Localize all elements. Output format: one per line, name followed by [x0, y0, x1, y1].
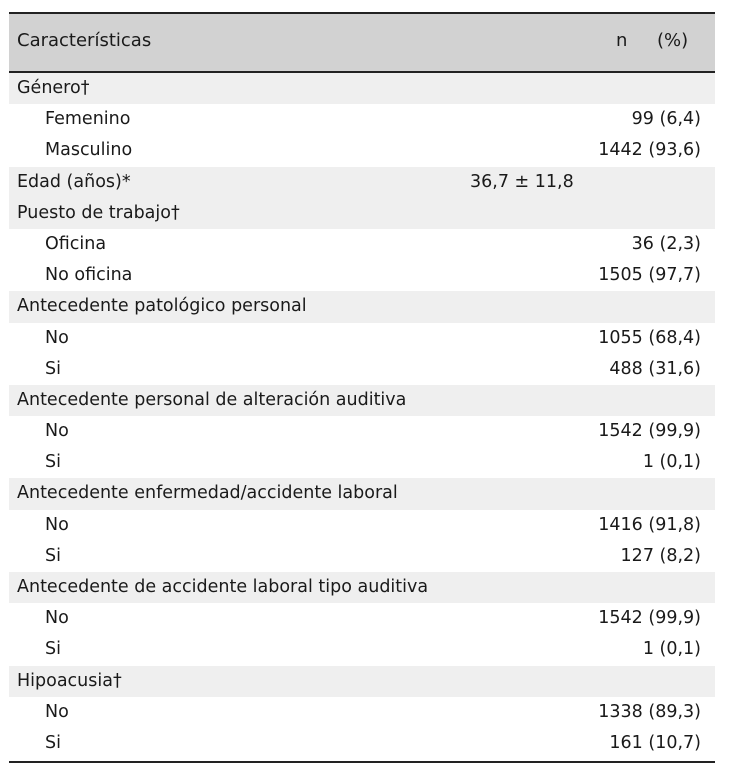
table-group-row — [9, 73, 715, 104]
row-label: Si — [45, 452, 61, 473]
table-group-row — [9, 385, 715, 416]
header-characteristics: Características — [17, 30, 152, 51]
table-row — [9, 416, 715, 447]
row-label: Antecedente personal de alteración auditiva — [17, 389, 407, 410]
row-value: 1442 (93,6) — [598, 140, 701, 161]
row-value: 1542 (99,9) — [598, 608, 701, 629]
row-value: 161 (10,7) — [609, 732, 701, 753]
header-n: n — [616, 30, 628, 51]
table-group-row — [9, 198, 715, 229]
row-label: No oficina — [45, 265, 133, 286]
header-percent: (%) — [657, 30, 689, 51]
table-row — [9, 104, 715, 135]
table-group-row — [9, 478, 715, 509]
row-value: 36 (2,3) — [631, 233, 701, 254]
table-group-row — [9, 572, 715, 603]
table-row — [9, 510, 715, 541]
table-row — [9, 135, 715, 166]
table-bottom-rule — [9, 761, 715, 763]
row-value: 99 (6,4) — [631, 109, 701, 130]
row-label: Oficina — [45, 233, 107, 254]
row-label: Hipoacusia† — [17, 670, 122, 691]
row-label: Masculino — [45, 140, 133, 161]
table-group-row — [9, 167, 715, 198]
row-label: No — [45, 514, 69, 535]
table-row — [9, 447, 715, 478]
row-label: Si — [45, 639, 61, 660]
row-value: 127 (8,2) — [620, 545, 701, 566]
row-label: No — [45, 327, 69, 348]
table-row — [9, 229, 715, 260]
row-label: Género† — [17, 78, 90, 98]
table-row — [9, 728, 715, 759]
row-value: 1055 (68,4) — [598, 327, 701, 348]
table-row — [9, 634, 715, 665]
row-label: Edad (años)* — [17, 171, 131, 192]
table-row — [9, 697, 715, 728]
row-value: 1 (0,1) — [642, 452, 701, 473]
row-value: 1416 (91,8) — [598, 514, 701, 535]
table-row — [9, 541, 715, 572]
row-label: No — [45, 701, 69, 722]
table-row — [9, 260, 715, 291]
row-mean-value: 36,7 ± 11,8 — [470, 171, 574, 192]
row-label: Antecedente enfermedad/accidente laboral — [17, 483, 398, 504]
row-label: No — [45, 421, 69, 442]
row-value: 1505 (97,7) — [598, 265, 701, 286]
row-value: 1 (0,1) — [642, 639, 701, 660]
table-row — [9, 323, 715, 354]
table-row — [9, 354, 715, 385]
row-label: No — [45, 608, 69, 629]
table-row — [9, 603, 715, 634]
row-label: Antecedente de accidente laboral tipo auditiva — [17, 577, 429, 597]
table-group-row — [9, 291, 715, 322]
row-label: Si — [45, 358, 61, 379]
table-body — [9, 73, 715, 759]
row-label: Femenino — [45, 109, 131, 130]
row-label: Puesto de trabajo† — [17, 202, 180, 223]
table-group-row — [9, 666, 715, 697]
row-label: Si — [45, 732, 61, 753]
row-value: 488 (31,6) — [609, 358, 701, 379]
table-header — [9, 14, 715, 73]
row-value: 1338 (89,3) — [598, 701, 701, 722]
row-label: Antecedente patológico personal — [17, 296, 307, 317]
row-label: Si — [45, 545, 61, 566]
row-value: 1542 (99,9) — [598, 421, 701, 442]
